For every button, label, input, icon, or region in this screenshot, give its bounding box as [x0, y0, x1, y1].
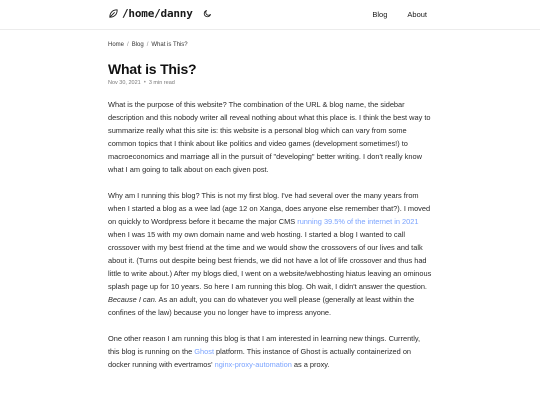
wordpress-stats-link[interactable]: running 39.5% of the internet in 2021 [297, 217, 419, 226]
paragraph-3-text: platform. This instance of Ghost is actually containerized on docker running with evertramos' [108, 347, 412, 369]
paragraph-2-text: As an adult, you can do whatever you well please (generally at least within the confines of the law) because you no longer have to impress anyone. [108, 295, 415, 317]
post-content [108, 98, 433, 371]
paragraph-1: What is the purpose of this website? The combination of the URL & blog name, the sidebar description and this nobody writer all reveal nothing about what this place is. I think the best way to summarize really what this site is: this website is a personal blog which can vary from some common topics that I think about like politics and video games (development sometimes!) to macroeconomics and marriage all in the pursuit of "developing" better writing. I don't really know what I am going to talk about on each given post. [108, 100, 431, 174]
post-date: Nov 30, 2021 [108, 80, 141, 86]
main-nav [372, 10, 427, 19]
breadcrumb [108, 42, 433, 48]
paragraph-2 [108, 189, 433, 319]
breadcrumb-separator: / [146, 42, 149, 48]
post-container [108, 38, 433, 384]
nav-link-blog[interactable]: Blog [372, 10, 388, 19]
site-header [0, 0, 540, 30]
emphasis-text: Because I can. [108, 295, 157, 304]
breadcrumb-current: What is This? [151, 42, 188, 48]
post-meta [108, 80, 433, 86]
breadcrumb-home[interactable]: Home [108, 42, 125, 48]
nginx-proxy-link[interactable]: nginx-proxy-automation [214, 360, 292, 369]
leaf-icon [108, 8, 119, 19]
paragraph-2-text: when I was 15 with my own domain name and web hosting. I started a blog I wanted to call crossover with my best friend at the time and we would show the crossovers of our lives and talk about it. (Turns out despite being best friends, we did not have a lot of life crossover and thus had little to write about.) After my blogs died, I went on a website/webhosting hiatus leaving an ominous splash page up for 10 years. So here I am running this blog. Oh wait, I didn't answer the question. [108, 230, 432, 291]
meta-separator: • [143, 80, 146, 86]
nav-link-about[interactable]: About [407, 10, 427, 19]
site-title[interactable]: /home/danny [122, 7, 193, 20]
paragraph-3-text: as a proxy. [291, 360, 330, 369]
post-title: What is This? [108, 61, 197, 77]
paragraph-3 [108, 332, 433, 371]
breadcrumb-separator: / [127, 42, 129, 48]
ghost-link[interactable]: Ghost [194, 347, 214, 356]
site-logo[interactable] [108, 7, 212, 20]
moon-icon[interactable] [203, 9, 212, 18]
paragraph-3-text: One other reason I am running this blog is that I am interested in learning new things. Currently, this blog is running on the [108, 334, 421, 356]
paragraph-2-text: Why am I running this blog? This is not my first blog. I've had several over the many years from when I started a blog as a wee lad (age 12 on Xanga, does anyone else remember that?). I moved on quickly to Wordpress before it became the major CMS [108, 191, 431, 226]
read-time: 3 min read [148, 80, 175, 86]
breadcrumb-blog[interactable]: Blog [131, 42, 144, 48]
